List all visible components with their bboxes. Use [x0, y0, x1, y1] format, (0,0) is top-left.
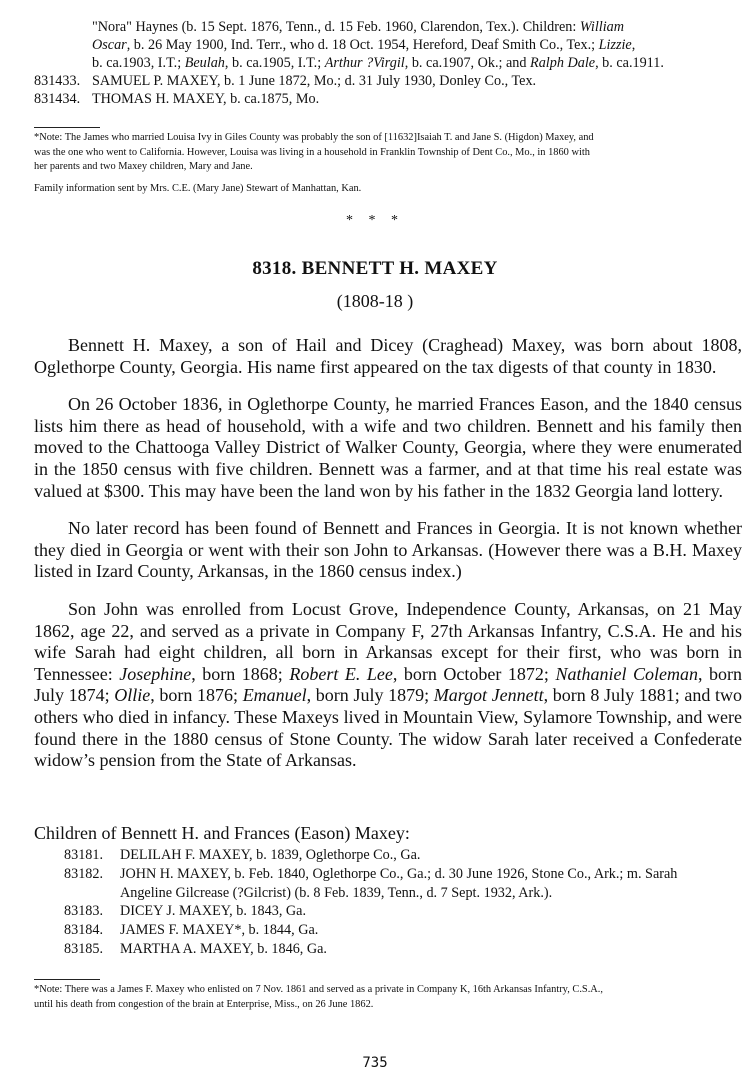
entry-text: JOHN H. MAXEY, b. Feb. 1840, Oglethorpe Co., Ga.; d. 30 June 1926, Stone Co., Ark.; m. Sarah: [120, 865, 678, 882]
entry-text: SAMUEL P. MAXEY, b. 1 June 1872, Mo.; d. 31 July 1930, Donley Co., Tex.: [92, 73, 537, 89]
section-heading: 8318. BENNETT H. MAXEY: [252, 258, 498, 279]
child-entry: [64, 921, 744, 940]
entry-number: 83181.: [64, 847, 104, 863]
children-list: [64, 846, 744, 959]
entry-number: 83184.: [64, 922, 104, 939]
body-text: [34, 335, 742, 788]
paragraph-2: On 26 October 1836, in Oglethorpe County, he married Frances Eason, and the 1840 census lists him there as head of household, with a wife and two children. Bennett and his family then moved to the Chattooga Valley District of Walker County, Georgia, where they were enumerated in the 1850 census with five children. Bennett was a farmer, and at that time his real estate was valued at $300. This may have been the land won by his father in the 1832 Georgia land lottery.: [34, 394, 742, 501]
family-info-note: Family information sent by Mrs. C.E. (Mary Jane) Stewart of Manhattan, Kan.: [34, 182, 362, 194]
footnote-rule: [34, 127, 100, 128]
children-heading: Children of Bennett H. and Frances (Eason) Maxey:: [34, 823, 410, 843]
entry-831434: [34, 90, 744, 108]
page-number: 735: [362, 1055, 388, 1071]
entry-number: 83182.: [64, 865, 104, 882]
footnote-2: *Note: There was a James F. Maxey who enlisted on 7 Nov. 1861 and served as a private in Company K, 16th Arkansas Infantry, C.S.A., until his death from congestion of the brain at Enterprise, Miss., on 26 June 1862.: [34, 984, 604, 1010]
child-entry: [64, 865, 744, 884]
entry-831433: [34, 72, 744, 90]
child-entry: [64, 902, 744, 921]
paragraph-1: Bennett H. Maxey, a son of Hail and Dicey (Craghead) Maxey, was born about 1808, Oglethorpe County, Georgia. His name first appeared on the tax digests of that county in 1830.: [34, 335, 742, 377]
paragraph-4: Son John was enrolled from Locust Grove, Independence County, Arkansas, on 21 May 1862, age 22, and served as a private in Company F, 27th Arkansas Infantry, C.S.A. He and his wife Sarah had eight children, all born in Arkansas except for their first, who was born in Tennessee: Josephine, born 1868; Robert E. Lee, born October 1872; Nathaniel Coleman, born July 1874; Ollie, born 1876; Emanuel, born July 1879; Margot Jennett, born 8 July 1881; and two others who died in infancy. These Maxeys lived in Mountain View, Sylamore Township, and were found there in the 1880 census of Stone County. The widow Sarah later received a Confederate widow’s pension from the State of Arkansas.: [34, 598, 743, 771]
child-entry-continuation: Angeline Gilcrease (?Gilcrist) (b. 8 Feb. 1839, Tenn., d. 7 Sept. 1932, Ark.).: [120, 884, 553, 901]
entry-text: MARTHA A. MAXEY, b. 1846, Ga.: [120, 940, 327, 957]
section-separator: * * *: [346, 213, 404, 228]
footnote-1: *Note: The James who married Louisa Ivy in Giles County was probably the son of [11632]Isaiah T. and Jane S. (Higdon) Maxey, and was the one who went to California. However, Louisa was living in a household in Franklin Township of Dent Co., Mo., in 1860 with her parents and two Maxey children, Mary and Jane. Family information sent by Mrs. C.E. (Mary Jane) Stewart of Manhattan, Kan.: [34, 131, 744, 196]
continued-entries: [34, 18, 744, 108]
entry-text: JAMES F. MAXEY*, b. 1844, Ga.: [120, 922, 319, 939]
continued-entry-text: "Nora" Haynes (b. 15 Sept. 1876, Tenn., d. 15 Feb. 1960, Clarendon, Tex.). Children: William Oscar, b. 26 May 1900, Ind. Terr., who d. 18 Oct. 1954, Hereford, Deaf Smith Co., Tex.; Lizzie, b. ca.1903, I.T.; Beulah, b. ca.1905, I.T.; Arthur ?Virgil, b. ca.1907, Ok.; and Ralph Dale, b. ca.1911.: [92, 19, 664, 71]
entry-number: 831433.: [34, 73, 81, 89]
child-entry: [64, 846, 744, 865]
entry-number: 831434.: [34, 91, 81, 107]
child-entry: [64, 940, 744, 959]
footnote-rule: [34, 979, 100, 980]
entry-number: 83185.: [64, 940, 104, 957]
entry-text: THOMAS H. MAXEY, b. ca.1875, Mo.: [92, 91, 320, 107]
section-dates: (1808-18 ): [336, 291, 414, 311]
entry-number: 83183.: [64, 903, 104, 920]
paragraph-3: No later record has been found of Bennett and Frances in Georgia. It is not known whether they died in Georgia or went with their son John to Arkansas. (However there was a B.H. Maxey listed in Izard County, Arkansas, in the 1860 census index.): [34, 518, 742, 582]
entry-text: DICEY J. MAXEY, b. 1843, Ga.: [120, 903, 307, 920]
entry-text: DELILAH F. MAXEY, b. 1839, Oglethorpe Co., Ga.: [120, 847, 421, 863]
